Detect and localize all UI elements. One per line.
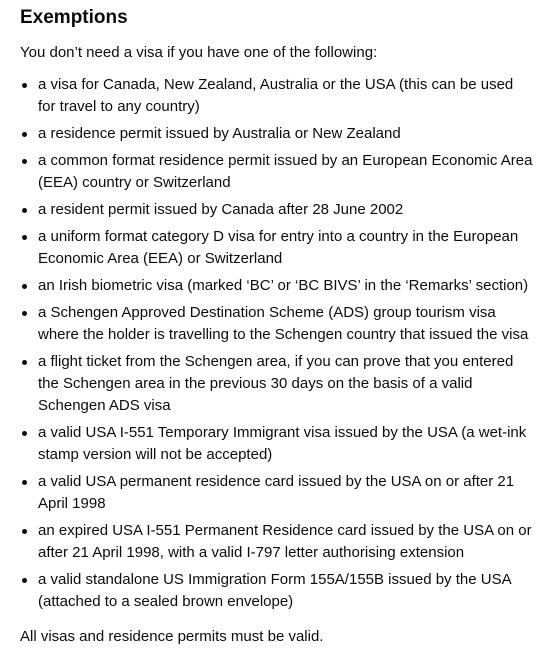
bullet-icon — [22, 529, 27, 534]
list-item-text: a Schengen Approved Destination Scheme (ADS) group tourism visa where the holder is travelling to the Schengen country that issued the visa — [38, 304, 529, 343]
intro-text: You don’t need a visa if you have one of the following: — [20, 44, 378, 61]
exemptions-list — [20, 74, 534, 613]
bullet-icon — [22, 132, 27, 137]
bullet-icon — [22, 360, 27, 365]
bullet-icon — [22, 311, 27, 316]
bullet-icon — [22, 208, 27, 213]
list-item-text: a valid USA I-551 Temporary Immigrant visa issued by the USA (a wet-ink stamp version will not be accepted) — [38, 424, 527, 463]
list-item-text: a common format residence permit issued by an European Economic Area (EEA) country or Switzerland — [38, 152, 533, 191]
list-item — [20, 302, 534, 346]
section-heading: Exemptions — [20, 7, 128, 28]
list-item-text: a valid standalone US Immigration Form 155A/155B issued by the USA (attached to a sealed brown envelope) — [38, 571, 511, 610]
bullet-icon — [22, 578, 27, 583]
bullet-icon — [22, 235, 27, 240]
bullet-icon — [22, 83, 27, 88]
closing-note: All visas and residence permits must be valid. — [20, 628, 324, 645]
list-item — [20, 74, 534, 118]
list-item — [20, 520, 534, 564]
list-item — [20, 123, 534, 145]
list-item-text: a valid USA permanent residence card issued by the USA on or after 21 April 1998 — [38, 473, 515, 512]
list-item — [20, 199, 534, 221]
list-item-text: a flight ticket from the Schengen area, if you can prove that you entered the Schengen area in the previous 30 days on the basis of a valid Schengen ADS visa — [38, 353, 514, 414]
list-item — [20, 422, 534, 466]
list-item — [20, 569, 534, 613]
list-item-text: a visa for Canada, New Zealand, Australia or the USA (this can be used for travel to any country) — [38, 76, 514, 115]
bullet-icon — [22, 431, 27, 436]
list-item — [20, 471, 534, 515]
list-item — [20, 275, 534, 297]
list-item — [20, 351, 534, 417]
list-item — [20, 226, 534, 270]
list-item-text: a resident permit issued by Canada after 28 June 2002 — [38, 201, 404, 218]
bullet-icon — [22, 284, 27, 289]
list-item — [20, 150, 534, 194]
list-item-text: a uniform format category D visa for entry into a country in the European Economic Area (EEA) or Switzerland — [38, 228, 519, 267]
list-item-text: an Irish biometric visa (marked ‘BC’ or ‘BC BIVS’ in the ‘Remarks’ section) — [38, 277, 529, 294]
bullet-icon — [22, 159, 27, 164]
list-item-text: a residence permit issued by Australia or New Zealand — [38, 125, 401, 142]
list-item-text: an expired USA I-551 Permanent Residence card issued by the USA on or after 21 April 1998, with a valid I-797 letter authorising extension — [38, 522, 532, 561]
bullet-icon — [22, 480, 27, 485]
